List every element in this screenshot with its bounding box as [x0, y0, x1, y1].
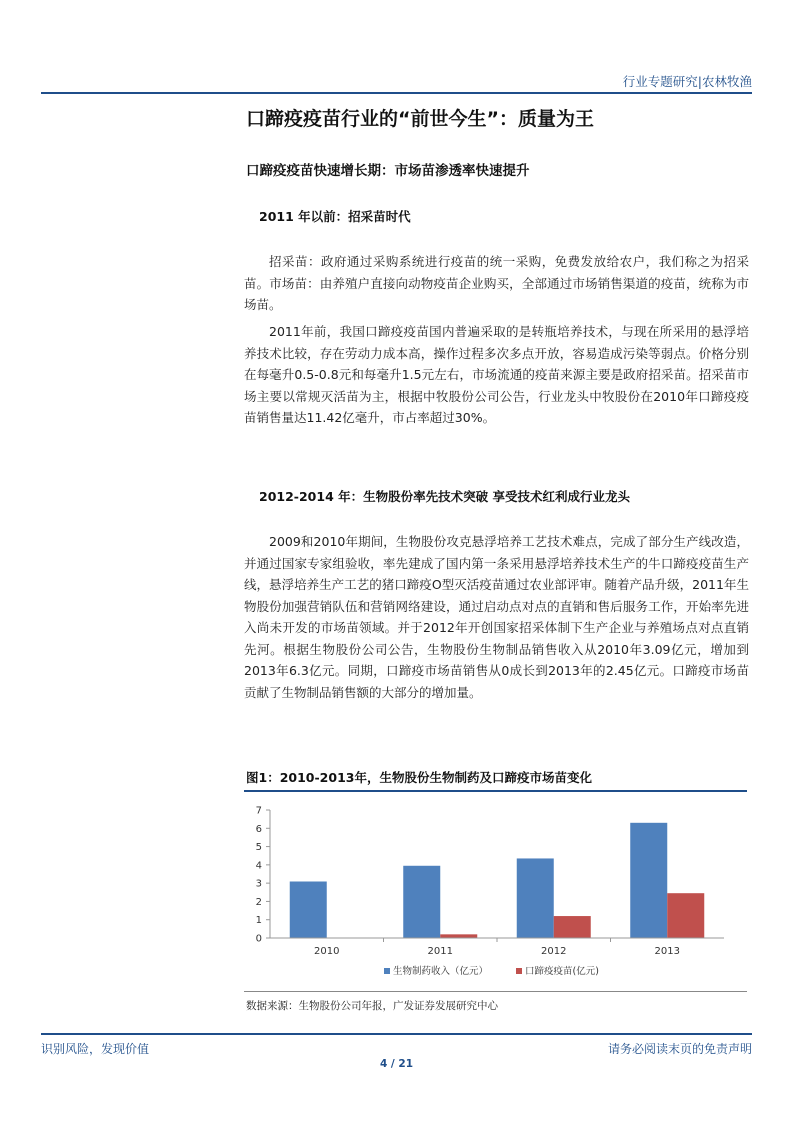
subsection-heading-2012-2014: 2012-2014 年：生物股份率先技术突破 享受技术红利成行业龙头: [259, 489, 630, 504]
figure-title: 图1：2010-2013年，生物股份生物制药及口蹄疫市场苗变化: [246, 770, 592, 785]
x-tick-label: 2010: [314, 946, 340, 957]
figure-title-divider: [244, 790, 747, 792]
paragraph-pre-2011: 2011年前，我国口蹄疫疫苗国内普遍采取的是转瓶培养技术，与现在所采用的悬浮培养技术比较，存在劳动力成本高，操作过程多次多点开放，容易造成污染等弱点。价格分别在每毫升0.5-0.8元和每毫升1.5元左右，市场流通的疫苗来源主要是政府招采苗。招采苗市场主要以常规灭活苗为主，根据中牧股份公司公告，行业龙头中牧股份在2010年口蹄疫疫苗销售量达11.42亿毫升，市占率超过30%。: [244, 324, 749, 425]
y-tick-label: 2: [255, 896, 262, 908]
bar-revenue-2013: [630, 823, 667, 938]
bar-revenue-2012: [517, 858, 554, 938]
x-tick-label: 2013: [654, 946, 680, 957]
subsection-heading-2011: 2011 年以前：招采苗时代: [259, 209, 411, 224]
figure-source: 数据来源：生物股份公司年报，广发证券发展研究中心: [246, 1000, 498, 1012]
y-tick-label: 6: [255, 823, 262, 835]
footer-disclaimer-note: 请务必阅读末页的免责声明: [607, 1042, 752, 1056]
legend-label: 生物制药收入（亿元）: [393, 966, 489, 977]
bar-revenue-2011: [403, 866, 440, 938]
y-tick-label: 5: [255, 842, 262, 854]
section-heading: 口蹄疫疫苗快速增长期：市场苗渗透率快速提升: [246, 163, 530, 179]
paragraph-2012-2014: 2009和2010年期间，生物股份攻克悬浮培养工艺技术难点，完成了部分生产线改造，并通过国家专家组验收，率先建成了国内第一条采用悬浮培养技术生产的牛口蹄疫疫苗生产线，悬浮培养生产工艺的猪口蹄疫O型灭活疫苗通过农业部评审。随着产品升级，2011年生物股份加强营销队伍和营销网络建设，通过启动点对点的直销和售后服务工作，开始率先进入尚未开发的市场苗领域。并于2012年开创国家招采体制下生产企业与养殖场点对点直销先河。根据生物股份公司公告，生物股份生物制品销售收入从2010年3.09亿元，增加到2013年6.3亿元。同期，口蹄疫市场苗销售从0成长到2013年的2.45亿元。口蹄疫市场苗贡献了生物制品销售额的大部分的增加量。: [244, 534, 749, 700]
bar-fmd-vaccine-2012: [554, 916, 591, 938]
bars: [290, 823, 705, 938]
footer-divider: [41, 1033, 752, 1035]
bar-revenue-2010: [290, 881, 327, 938]
header-divider: [41, 92, 752, 94]
chart-legend: [384, 965, 599, 977]
y-tick-label: 1: [255, 915, 262, 927]
x-axis: [270, 938, 724, 957]
y-tick-label: 0: [255, 933, 262, 945]
header-section-tag: 行业专题研究|农林牧渔: [622, 74, 752, 89]
legend-swatch: [516, 968, 522, 974]
legend-swatch: [384, 968, 390, 974]
x-tick-label: 2011: [427, 946, 453, 957]
paragraph-definitions: 招采苗：政府通过采购系统进行疫苗的统一采购，免费发放给农户，我们称之为招采苗。市场苗：由养殖户直接向动物疫苗企业购买，全部通过市场销售渠道的疫苗，统称为市场苗。: [244, 254, 749, 312]
y-tick-label: 7: [255, 805, 262, 817]
y-tick-label: 4: [255, 860, 262, 872]
bar-fmd-vaccine-2011: [440, 934, 477, 938]
bar-fmd-vaccine-2013: [667, 893, 704, 938]
bar-chart: [244, 796, 747, 990]
y-axis: [256, 806, 270, 945]
legend-label: 口蹄疫疫苗(亿元): [525, 966, 599, 977]
figure-bottom-divider: [244, 991, 747, 992]
footer-slogan: 识别风险，发现价值: [41, 1042, 150, 1056]
page-number: 4 / 21: [379, 1058, 414, 1070]
y-tick-label: 3: [255, 878, 262, 890]
page-title: 口蹄疫疫苗行业的“前世今生”：质量为王: [246, 108, 594, 130]
x-tick-label: 2012: [541, 946, 567, 957]
